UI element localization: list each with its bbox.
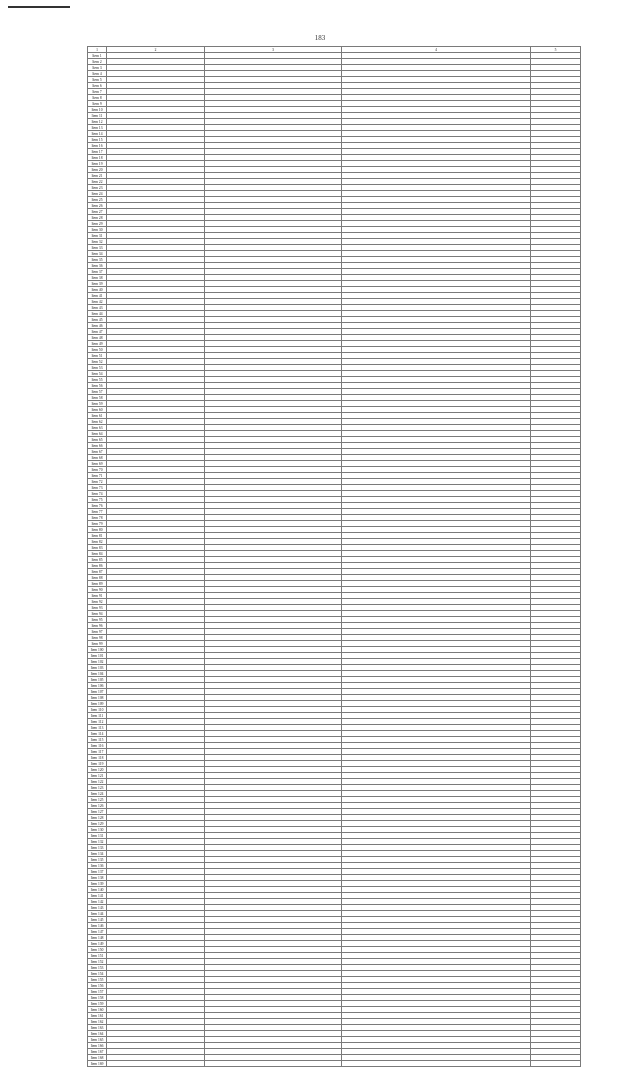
table-cell-col-1: Item 33 [88,245,107,251]
table-cell-col-1: Item 42 [88,299,107,305]
table-cell-col-1: Item 106 [88,683,107,689]
table-cell-col-1: Item 151 [88,953,107,959]
table-cell-col-1: Item 123 [88,785,107,791]
table-cell-col-1: Item 133 [88,845,107,851]
table-cell-col-1: Item 75 [88,497,107,503]
table-cell-col-1: Item 155 [88,977,107,983]
table-cell-col-1: Item 7 [88,89,107,95]
table-cell-col-1: Item 20 [88,167,107,173]
table-cell-col-1: Item 54 [88,371,107,377]
table-cell-col-1: Item 114 [88,731,107,737]
table-cell-col-1: Item 17 [88,149,107,155]
table-cell-col-1: Item 23 [88,185,107,191]
table-cell-col-1: Item 99 [88,641,107,647]
table-cell-col-1: Item 21 [88,173,107,179]
table-cell-col-1: Item 8 [88,95,107,101]
table-cell-col-1: Item 78 [88,515,107,521]
table-cell-col-1: Item 37 [88,269,107,275]
table-cell-col-1: Item 32 [88,239,107,245]
table-cell-col-1: Item 141 [88,893,107,899]
table-cell-col-1: Item 136 [88,863,107,869]
table-cell-col-1: Item 80 [88,527,107,533]
table-cell-col-1: Item 72 [88,479,107,485]
table-cell-col-1: Item 58 [88,395,107,401]
table-cell-col-1: Item 39 [88,281,107,287]
table-cell-col-1: Item 31 [88,233,107,239]
table-cell-col-1: Item 13 [88,125,107,131]
table-cell-col-1: Item 146 [88,923,107,929]
table-cell-col-1: Item 48 [88,335,107,341]
table-cell-col-1: Item 84 [88,551,107,557]
table-cell-col-1: Item 102 [88,659,107,665]
table-cell-col-1: Item 76 [88,503,107,509]
table-cell-col-1: Item 148 [88,935,107,941]
table-cell-col-1: Item 108 [88,695,107,701]
table-cell-col-1: Item 26 [88,203,107,209]
table-cell-col-1: Item 98 [88,635,107,641]
table-cell-col-1: Item 95 [88,617,107,623]
table-cell-col-1: Item 70 [88,467,107,473]
table-cell-col-1: Item 162 [88,1019,107,1025]
table-cell-col-1: Item 81 [88,533,107,539]
table-cell-col-1: Item 43 [88,305,107,311]
table-cell-col-1: Item 147 [88,929,107,935]
table-cell-col-1: Item 14 [88,131,107,137]
table-cell-col-1: Item 93 [88,605,107,611]
table-cell-col-1: Item 57 [88,389,107,395]
table-cell-col-1: Item 38 [88,275,107,281]
table-cell-col-1: Item 119 [88,761,107,767]
top-rule [8,6,70,8]
table-cell-col-1: Item 122 [88,779,107,785]
table-cell-col-1: Item 15 [88,137,107,143]
column-header-5: 5 [531,47,581,53]
table-cell-col-1: Item 134 [88,851,107,857]
table-cell-col-1: Item 124 [88,791,107,797]
table-cell-col-1: Item 62 [88,419,107,425]
table-cell-col-1: Item 144 [88,911,107,917]
table-cell-col-1: Item 59 [88,401,107,407]
table-cell-col-1: Item 110 [88,707,107,713]
table-cell-col-4 [342,1061,531,1067]
table-cell-col-1: Item 47 [88,329,107,335]
table-cell-col-1: Item 24 [88,191,107,197]
table-cell-col-1: Item 11 [88,113,107,119]
table-cell-col-1: Item 161 [88,1013,107,1019]
table-cell-col-1: Item 16 [88,143,107,149]
table-cell-col-1: Item 45 [88,317,107,323]
table-cell-col-1: Item 139 [88,881,107,887]
table-cell-col-1: Item 50 [88,347,107,353]
table-cell-col-1: Item 60 [88,407,107,413]
table-cell-col-1: Item 6 [88,83,107,89]
table-cell-col-1: Item 94 [88,611,107,617]
table-cell-col-1: Item 96 [88,623,107,629]
table-cell-col-1: Item 118 [88,755,107,761]
table-cell-col-1: Item 27 [88,209,107,215]
table-cell-col-1: Item 111 [88,713,107,719]
table-cell-col-1: Item 64 [88,431,107,437]
table-cell-col-1: Item 153 [88,965,107,971]
column-header-1: 1 [88,47,107,53]
table-cell-col-1: Item 137 [88,869,107,875]
table-cell-col-1: Item 103 [88,665,107,671]
table-cell-col-1: Item 25 [88,197,107,203]
table-cell-col-1: Item 18 [88,155,107,161]
table-cell-col-1: Item 107 [88,689,107,695]
table-cell-col-1: Item 158 [88,995,107,1001]
table-cell-col-1: Item 87 [88,569,107,575]
table-cell-col-1: Item 152 [88,959,107,965]
table-cell-col-1: Item 74 [88,491,107,497]
table-cell-col-1: Item 154 [88,971,107,977]
table-cell-col-1: Item 159 [88,1001,107,1007]
column-header-3: 3 [205,47,342,53]
table-cell-col-1: Item 10 [88,107,107,113]
table-cell-col-1: Item 91 [88,593,107,599]
table-cell-col-1: Item 28 [88,215,107,221]
table-cell-col-1: Item 49 [88,341,107,347]
table-cell-col-1: Item 19 [88,161,107,167]
table-cell-col-1: Item 69 [88,461,107,467]
table-cell-col-1: Item 90 [88,587,107,593]
table-cell-col-1: Item 56 [88,383,107,389]
table-cell-col-1: Item 163 [88,1025,107,1031]
table-cell-col-1: Item 4 [88,71,107,77]
table-cell-col-1: Item 67 [88,449,107,455]
table-cell-col-1: Item 92 [88,599,107,605]
page-number: 183 [314,34,326,42]
table-cell-col-1: Item 113 [88,725,107,731]
table-cell-col-1: Item 160 [88,1007,107,1013]
table-cell-col-1: Item 115 [88,737,107,743]
table-cell-col-1: Item 79 [88,521,107,527]
table-cell-col-1: Item 22 [88,179,107,185]
table-cell-col-1: Item 68 [88,455,107,461]
table-cell-col-1: Item 129 [88,821,107,827]
table-cell-col-1: Item 97 [88,629,107,635]
table-cell-col-1: Item 128 [88,815,107,821]
table-cell-col-1: Item 120 [88,767,107,773]
register-table [87,46,581,1067]
table-cell-col-1: Item 29 [88,221,107,227]
table-cell-col-1: Item 88 [88,575,107,581]
table-cell-col-1: Item 101 [88,653,107,659]
table-cell-col-1: Item 12 [88,119,107,125]
table-cell-col-1: Item 145 [88,917,107,923]
column-header-4: 4 [342,47,531,53]
table-cell-col-1: Item 168 [88,1055,107,1061]
table-cell-col-1: Item 140 [88,887,107,893]
table-cell-col-1: Item 112 [88,719,107,725]
table-cell-col-1: Item 30 [88,227,107,233]
table-cell-col-2 [107,1061,205,1067]
table-cell-col-1: Item 131 [88,833,107,839]
table-cell-col-1: Item 104 [88,671,107,677]
table-cell-col-1: Item 36 [88,263,107,269]
table-cell-col-1: Item 157 [88,989,107,995]
table-cell-col-1: Item 53 [88,365,107,371]
table-cell-col-1: Item 1 [88,53,107,59]
table-cell-col-1: Item 109 [88,701,107,707]
table-cell-col-1: Item 34 [88,251,107,257]
table-cell-col-1: Item 2 [88,59,107,65]
table-cell-col-1: Item 65 [88,437,107,443]
table-cell-col-5 [531,1061,581,1067]
table-cell-col-1: Item 135 [88,857,107,863]
table-cell-col-1: Item 127 [88,809,107,815]
table-cell-col-1: Item 167 [88,1049,107,1055]
table-cell-col-1: Item 150 [88,947,107,953]
table-cell-col-1: Item 46 [88,323,107,329]
table-cell-col-1: Item 61 [88,413,107,419]
table-cell-col-1: Item 63 [88,425,107,431]
table-cell-col-1: Item 105 [88,677,107,683]
table-cell-col-1: Item 143 [88,905,107,911]
table-cell-col-1: Item 44 [88,311,107,317]
table-cell-col-1: Item 166 [88,1043,107,1049]
table-cell-col-1: Item 73 [88,485,107,491]
table-cell-col-1: Item 121 [88,773,107,779]
table-cell-col-1: Item 35 [88,257,107,263]
table-cell-col-1: Item 117 [88,749,107,755]
column-header-2: 2 [107,47,205,53]
table-cell-col-1: Item 132 [88,839,107,845]
table-row [88,1061,581,1067]
table-cell-col-1: Item 82 [88,539,107,545]
table-cell-col-1: Item 100 [88,647,107,653]
table-cell-col-1: Item 3 [88,65,107,71]
table-cell-col-1: Item 125 [88,797,107,803]
table-cell-col-1: Item 9 [88,101,107,107]
table-cell-col-1: Item 66 [88,443,107,449]
table-body [88,53,581,1067]
table-cell-col-1: Item 164 [88,1031,107,1037]
table-cell-col-1: Item 130 [88,827,107,833]
table-cell-col-1: Item 126 [88,803,107,809]
table-cell-col-1: Item 142 [88,899,107,905]
table-cell-col-3 [205,1061,342,1067]
table-cell-col-1: Item 40 [88,287,107,293]
table-cell-col-1: Item 156 [88,983,107,989]
table-cell-col-1: Item 85 [88,557,107,563]
table-cell-col-1: Item 149 [88,941,107,947]
table-cell-col-1: Item 116 [88,743,107,749]
table-cell-col-1: Item 77 [88,509,107,515]
table-cell-col-1: Item 169 [88,1061,107,1067]
table-cell-col-1: Item 86 [88,563,107,569]
table-cell-col-1: Item 89 [88,581,107,587]
table-cell-col-1: Item 138 [88,875,107,881]
table-cell-col-1: Item 52 [88,359,107,365]
table-cell-col-1: Item 165 [88,1037,107,1043]
table-cell-col-1: Item 41 [88,293,107,299]
table-cell-col-1: Item 71 [88,473,107,479]
table-cell-col-1: Item 83 [88,545,107,551]
table-cell-col-1: Item 55 [88,377,107,383]
table-cell-col-1: Item 5 [88,77,107,83]
table-cell-col-1: Item 51 [88,353,107,359]
